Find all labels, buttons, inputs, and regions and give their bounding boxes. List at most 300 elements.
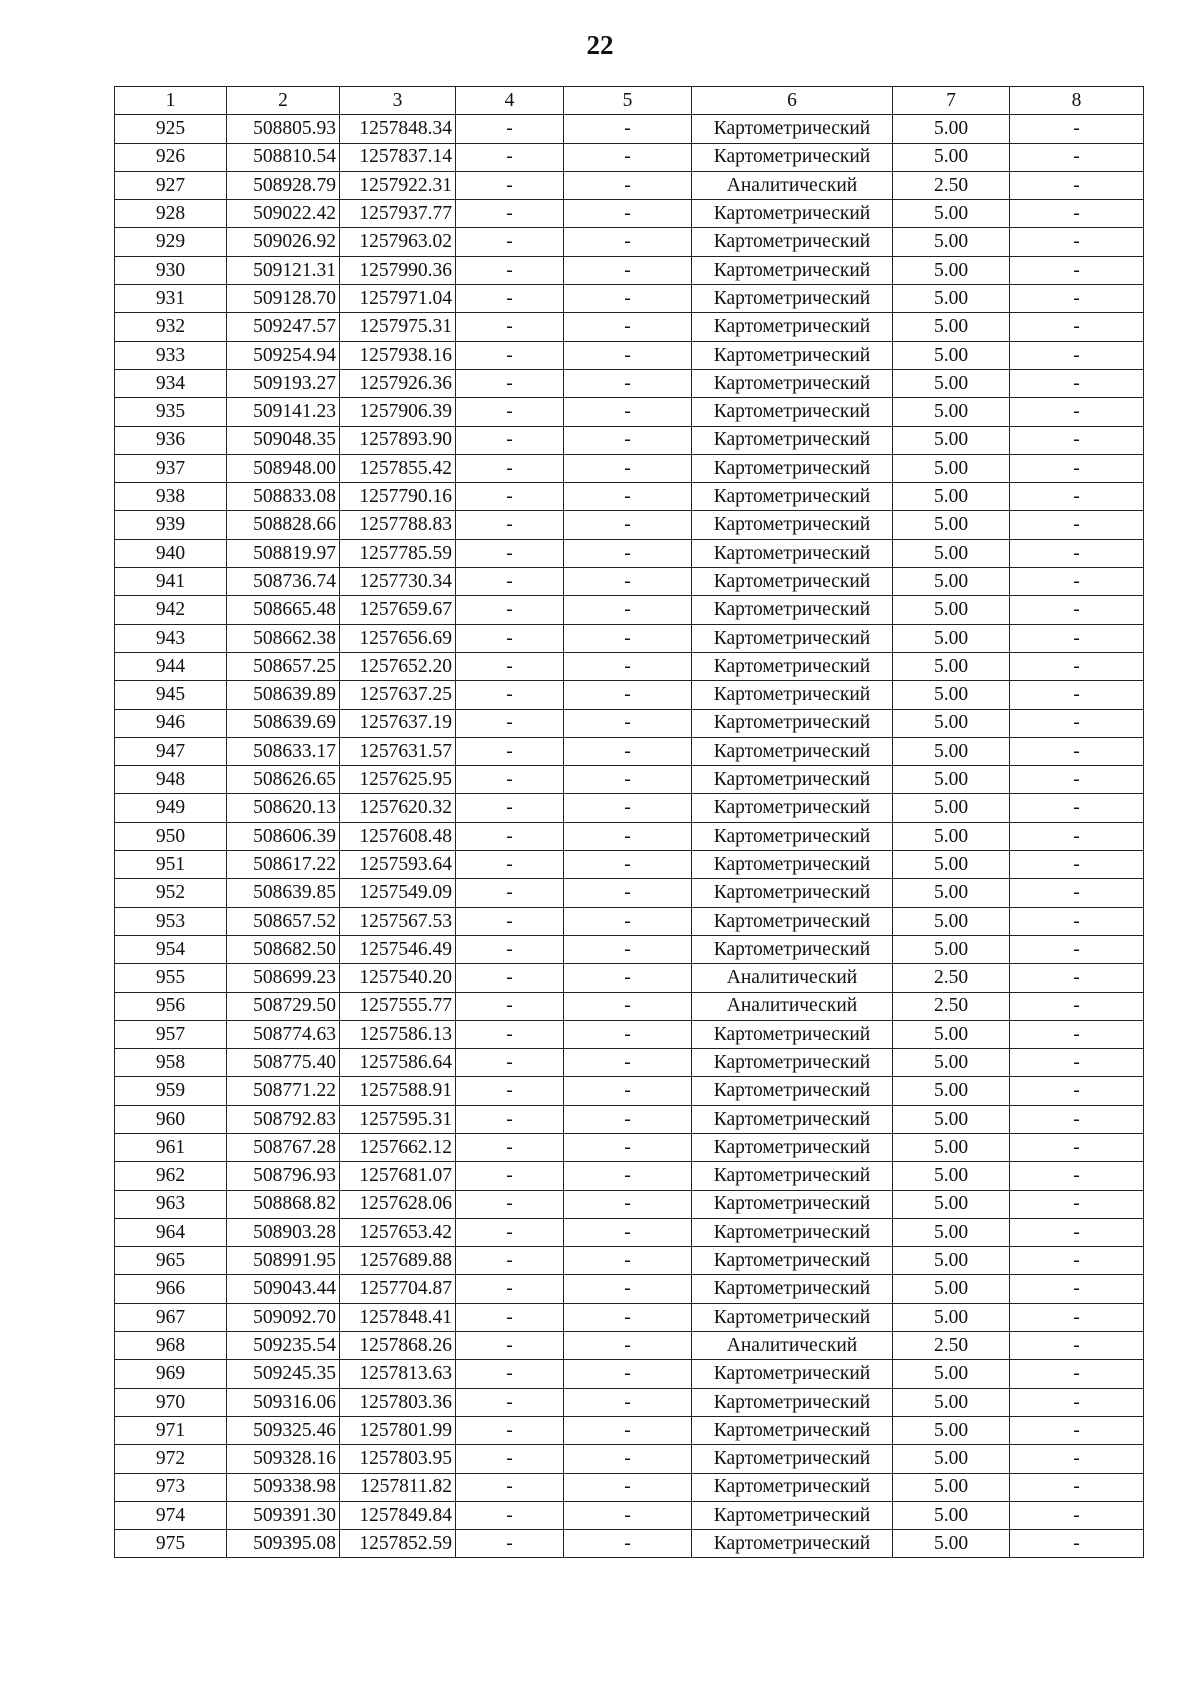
col5-cell: - bbox=[564, 1077, 692, 1105]
x-coordinate-cell: 508736.74 bbox=[227, 568, 340, 596]
y-coordinate-cell: 1257906.39 bbox=[340, 398, 456, 426]
accuracy-cell: 5.00 bbox=[893, 1530, 1010, 1558]
accuracy-cell: 5.00 bbox=[893, 1020, 1010, 1048]
table-row bbox=[115, 1416, 1144, 1444]
y-coordinate-cell: 1257971.04 bbox=[340, 285, 456, 313]
col8-cell: - bbox=[1010, 709, 1144, 737]
accuracy-cell: 5.00 bbox=[893, 1133, 1010, 1161]
point-number-cell: 968 bbox=[115, 1332, 227, 1360]
accuracy-cell: 5.00 bbox=[893, 1049, 1010, 1077]
col5-cell: - bbox=[564, 1218, 692, 1246]
y-coordinate-cell: 1257637.25 bbox=[340, 681, 456, 709]
method-cell: Картометрический bbox=[692, 1388, 893, 1416]
x-coordinate-cell: 508792.83 bbox=[227, 1105, 340, 1133]
table-row bbox=[115, 652, 1144, 680]
col4-cell: - bbox=[456, 115, 564, 143]
col4-cell: - bbox=[456, 681, 564, 709]
col5-cell: - bbox=[564, 822, 692, 850]
header-cell: 4 bbox=[456, 87, 564, 115]
method-cell: Картометрический bbox=[692, 709, 893, 737]
y-coordinate-cell: 1257588.91 bbox=[340, 1077, 456, 1105]
x-coordinate-cell: 509391.30 bbox=[227, 1501, 340, 1529]
table-row bbox=[115, 737, 1144, 765]
col5-cell: - bbox=[564, 1473, 692, 1501]
col4-cell: - bbox=[456, 568, 564, 596]
table-row bbox=[115, 228, 1144, 256]
table-row bbox=[115, 341, 1144, 369]
y-coordinate-cell: 1257593.64 bbox=[340, 851, 456, 879]
x-coordinate-cell: 508665.48 bbox=[227, 596, 340, 624]
x-coordinate-cell: 508626.65 bbox=[227, 766, 340, 794]
col5-cell: - bbox=[564, 879, 692, 907]
x-coordinate-cell: 508662.38 bbox=[227, 624, 340, 652]
x-coordinate-cell: 508928.79 bbox=[227, 171, 340, 199]
table-row bbox=[115, 200, 1144, 228]
col5-cell: - bbox=[564, 143, 692, 171]
col4-cell: - bbox=[456, 1133, 564, 1161]
method-cell: Картометрический bbox=[692, 935, 893, 963]
x-coordinate-cell: 508767.28 bbox=[227, 1133, 340, 1161]
header-cell: 1 bbox=[115, 87, 227, 115]
col8-cell: - bbox=[1010, 228, 1144, 256]
col8-cell: - bbox=[1010, 511, 1144, 539]
table-row bbox=[115, 1049, 1144, 1077]
col8-cell: - bbox=[1010, 1077, 1144, 1105]
col5-cell: - bbox=[564, 1105, 692, 1133]
y-coordinate-cell: 1257653.42 bbox=[340, 1218, 456, 1246]
col8-cell: - bbox=[1010, 143, 1144, 171]
table-row bbox=[115, 143, 1144, 171]
table-body bbox=[115, 115, 1144, 1558]
x-coordinate-cell: 508639.89 bbox=[227, 681, 340, 709]
accuracy-cell: 5.00 bbox=[893, 794, 1010, 822]
x-coordinate-cell: 509325.46 bbox=[227, 1416, 340, 1444]
y-coordinate-cell: 1257849.84 bbox=[340, 1501, 456, 1529]
point-number-cell: 946 bbox=[115, 709, 227, 737]
col8-cell: - bbox=[1010, 1501, 1144, 1529]
accuracy-cell: 5.00 bbox=[893, 1445, 1010, 1473]
point-number-cell: 943 bbox=[115, 624, 227, 652]
x-coordinate-cell: 509141.23 bbox=[227, 398, 340, 426]
method-cell: Картометрический bbox=[692, 1049, 893, 1077]
col5-cell: - bbox=[564, 1020, 692, 1048]
x-coordinate-cell: 509395.08 bbox=[227, 1530, 340, 1558]
point-number-cell: 953 bbox=[115, 907, 227, 935]
col5-cell: - bbox=[564, 171, 692, 199]
accuracy-cell: 5.00 bbox=[893, 200, 1010, 228]
x-coordinate-cell: 508633.17 bbox=[227, 737, 340, 765]
method-cell: Картометрический bbox=[692, 115, 893, 143]
col4-cell: - bbox=[456, 766, 564, 794]
col5-cell: - bbox=[564, 1133, 692, 1161]
accuracy-cell: 5.00 bbox=[893, 426, 1010, 454]
table-row bbox=[115, 1275, 1144, 1303]
x-coordinate-cell: 509128.70 bbox=[227, 285, 340, 313]
y-coordinate-cell: 1257652.20 bbox=[340, 652, 456, 680]
col4-cell: - bbox=[456, 879, 564, 907]
x-coordinate-cell: 509092.70 bbox=[227, 1303, 340, 1331]
col4-cell: - bbox=[456, 907, 564, 935]
y-coordinate-cell: 1257801.99 bbox=[340, 1416, 456, 1444]
point-number-cell: 945 bbox=[115, 681, 227, 709]
col4-cell: - bbox=[456, 596, 564, 624]
method-cell: Картометрический bbox=[692, 822, 893, 850]
col8-cell: - bbox=[1010, 1388, 1144, 1416]
y-coordinate-cell: 1257625.95 bbox=[340, 766, 456, 794]
col5-cell: - bbox=[564, 539, 692, 567]
point-number-cell: 967 bbox=[115, 1303, 227, 1331]
x-coordinate-cell: 509043.44 bbox=[227, 1275, 340, 1303]
table-header bbox=[115, 87, 1144, 115]
table-row bbox=[115, 935, 1144, 963]
point-number-cell: 969 bbox=[115, 1360, 227, 1388]
col8-cell: - bbox=[1010, 652, 1144, 680]
col4-cell: - bbox=[456, 454, 564, 482]
y-coordinate-cell: 1257662.12 bbox=[340, 1133, 456, 1161]
page-number: 22 bbox=[586, 30, 614, 60]
col5-cell: - bbox=[564, 1416, 692, 1444]
table-row bbox=[115, 1105, 1144, 1133]
col4-cell: - bbox=[456, 709, 564, 737]
y-coordinate-cell: 1257595.31 bbox=[340, 1105, 456, 1133]
x-coordinate-cell: 508948.00 bbox=[227, 454, 340, 482]
col5-cell: - bbox=[564, 228, 692, 256]
point-number-cell: 929 bbox=[115, 228, 227, 256]
method-cell: Картометрический bbox=[692, 596, 893, 624]
y-coordinate-cell: 1257637.19 bbox=[340, 709, 456, 737]
col8-cell: - bbox=[1010, 737, 1144, 765]
col4-cell: - bbox=[456, 1190, 564, 1218]
method-cell: Картометрический bbox=[692, 568, 893, 596]
col4-cell: - bbox=[456, 143, 564, 171]
method-cell: Аналитический bbox=[692, 992, 893, 1020]
x-coordinate-cell: 508729.50 bbox=[227, 992, 340, 1020]
col8-cell: - bbox=[1010, 1133, 1144, 1161]
table-row bbox=[115, 171, 1144, 199]
header-cell: 6 bbox=[692, 87, 893, 115]
col4-cell: - bbox=[456, 228, 564, 256]
y-coordinate-cell: 1257811.82 bbox=[340, 1473, 456, 1501]
x-coordinate-cell: 508819.97 bbox=[227, 539, 340, 567]
col5-cell: - bbox=[564, 1332, 692, 1360]
col5-cell: - bbox=[564, 907, 692, 935]
accuracy-cell: 5.00 bbox=[893, 681, 1010, 709]
point-number-cell: 970 bbox=[115, 1388, 227, 1416]
method-cell: Аналитический bbox=[692, 171, 893, 199]
col5-cell: - bbox=[564, 1530, 692, 1558]
col8-cell: - bbox=[1010, 596, 1144, 624]
y-coordinate-cell: 1257608.48 bbox=[340, 822, 456, 850]
col5-cell: - bbox=[564, 624, 692, 652]
table-row bbox=[115, 483, 1144, 511]
col8-cell: - bbox=[1010, 398, 1144, 426]
col8-cell: - bbox=[1010, 1473, 1144, 1501]
x-coordinate-cell: 508828.66 bbox=[227, 511, 340, 539]
col5-cell: - bbox=[564, 115, 692, 143]
y-coordinate-cell: 1257681.07 bbox=[340, 1162, 456, 1190]
col5-cell: - bbox=[564, 1049, 692, 1077]
x-coordinate-cell: 508903.28 bbox=[227, 1218, 340, 1246]
point-number-cell: 932 bbox=[115, 313, 227, 341]
accuracy-cell: 5.00 bbox=[893, 369, 1010, 397]
y-coordinate-cell: 1257555.77 bbox=[340, 992, 456, 1020]
table-row bbox=[115, 454, 1144, 482]
x-coordinate-cell: 508805.93 bbox=[227, 115, 340, 143]
x-coordinate-cell: 508796.93 bbox=[227, 1162, 340, 1190]
table-row bbox=[115, 1077, 1144, 1105]
table-row bbox=[115, 766, 1144, 794]
method-cell: Картометрический bbox=[692, 1501, 893, 1529]
x-coordinate-cell: 508620.13 bbox=[227, 794, 340, 822]
col4-cell: - bbox=[456, 964, 564, 992]
point-number-cell: 949 bbox=[115, 794, 227, 822]
table-row bbox=[115, 794, 1144, 822]
accuracy-cell: 5.00 bbox=[893, 143, 1010, 171]
point-number-cell: 975 bbox=[115, 1530, 227, 1558]
col8-cell: - bbox=[1010, 285, 1144, 313]
x-coordinate-cell: 509048.35 bbox=[227, 426, 340, 454]
col4-cell: - bbox=[456, 369, 564, 397]
col4-cell: - bbox=[456, 341, 564, 369]
point-number-cell: 933 bbox=[115, 341, 227, 369]
method-cell: Картометрический bbox=[692, 1303, 893, 1331]
method-cell: Картометрический bbox=[692, 228, 893, 256]
y-coordinate-cell: 1257975.31 bbox=[340, 313, 456, 341]
method-cell: Картометрический bbox=[692, 681, 893, 709]
y-coordinate-cell: 1257628.06 bbox=[340, 1190, 456, 1218]
x-coordinate-cell: 509022.42 bbox=[227, 200, 340, 228]
point-number-cell: 925 bbox=[115, 115, 227, 143]
coordinates-table bbox=[114, 86, 1144, 1558]
col8-cell: - bbox=[1010, 1162, 1144, 1190]
col5-cell: - bbox=[564, 483, 692, 511]
table-row bbox=[115, 1303, 1144, 1331]
method-cell: Картометрический bbox=[692, 143, 893, 171]
method-cell: Картометрический bbox=[692, 851, 893, 879]
col4-cell: - bbox=[456, 1105, 564, 1133]
col8-cell: - bbox=[1010, 568, 1144, 596]
accuracy-cell: 5.00 bbox=[893, 935, 1010, 963]
col4-cell: - bbox=[456, 1049, 564, 1077]
point-number-cell: 951 bbox=[115, 851, 227, 879]
point-number-cell: 941 bbox=[115, 568, 227, 596]
col5-cell: - bbox=[564, 369, 692, 397]
col4-cell: - bbox=[456, 1275, 564, 1303]
x-coordinate-cell: 508991.95 bbox=[227, 1247, 340, 1275]
header-cell: 3 bbox=[340, 87, 456, 115]
table-row bbox=[115, 681, 1144, 709]
point-number-cell: 966 bbox=[115, 1275, 227, 1303]
y-coordinate-cell: 1257659.67 bbox=[340, 596, 456, 624]
col5-cell: - bbox=[564, 935, 692, 963]
col8-cell: - bbox=[1010, 1332, 1144, 1360]
accuracy-cell: 5.00 bbox=[893, 539, 1010, 567]
col5-cell: - bbox=[564, 737, 692, 765]
method-cell: Картометрический bbox=[692, 1020, 893, 1048]
method-cell: Картометрический bbox=[692, 766, 893, 794]
y-coordinate-cell: 1257848.34 bbox=[340, 115, 456, 143]
method-cell: Картометрический bbox=[692, 1218, 893, 1246]
point-number-cell: 973 bbox=[115, 1473, 227, 1501]
col4-cell: - bbox=[456, 1020, 564, 1048]
table-row bbox=[115, 256, 1144, 284]
col8-cell: - bbox=[1010, 539, 1144, 567]
x-coordinate-cell: 509121.31 bbox=[227, 256, 340, 284]
col4-cell: - bbox=[456, 737, 564, 765]
accuracy-cell: 5.00 bbox=[893, 1218, 1010, 1246]
col8-cell: - bbox=[1010, 1275, 1144, 1303]
accuracy-cell: 5.00 bbox=[893, 1388, 1010, 1416]
point-number-cell: 974 bbox=[115, 1501, 227, 1529]
col4-cell: - bbox=[456, 1473, 564, 1501]
header-cell: 2 bbox=[227, 87, 340, 115]
y-coordinate-cell: 1257837.14 bbox=[340, 143, 456, 171]
col5-cell: - bbox=[564, 454, 692, 482]
point-number-cell: 939 bbox=[115, 511, 227, 539]
col8-cell: - bbox=[1010, 851, 1144, 879]
col8-cell: - bbox=[1010, 1218, 1144, 1246]
point-number-cell: 954 bbox=[115, 935, 227, 963]
method-cell: Картометрический bbox=[692, 1275, 893, 1303]
point-number-cell: 927 bbox=[115, 171, 227, 199]
col5-cell: - bbox=[564, 709, 692, 737]
col5-cell: - bbox=[564, 681, 692, 709]
col5-cell: - bbox=[564, 1360, 692, 1388]
col4-cell: - bbox=[456, 426, 564, 454]
col8-cell: - bbox=[1010, 1445, 1144, 1473]
point-number-cell: 940 bbox=[115, 539, 227, 567]
y-coordinate-cell: 1257848.41 bbox=[340, 1303, 456, 1331]
header-cell: 7 bbox=[893, 87, 1010, 115]
header-cell: 8 bbox=[1010, 87, 1144, 115]
y-coordinate-cell: 1257922.31 bbox=[340, 171, 456, 199]
point-number-cell: 961 bbox=[115, 1133, 227, 1161]
col5-cell: - bbox=[564, 426, 692, 454]
x-coordinate-cell: 508639.69 bbox=[227, 709, 340, 737]
accuracy-cell: 2.50 bbox=[893, 1332, 1010, 1360]
y-coordinate-cell: 1257990.36 bbox=[340, 256, 456, 284]
accuracy-cell: 5.00 bbox=[893, 285, 1010, 313]
method-cell: Картометрический bbox=[692, 879, 893, 907]
accuracy-cell: 5.00 bbox=[893, 115, 1010, 143]
table-row bbox=[115, 709, 1144, 737]
table-row bbox=[115, 1501, 1144, 1529]
accuracy-cell: 5.00 bbox=[893, 1360, 1010, 1388]
col8-cell: - bbox=[1010, 483, 1144, 511]
col8-cell: - bbox=[1010, 426, 1144, 454]
point-number-cell: 930 bbox=[115, 256, 227, 284]
col4-cell: - bbox=[456, 935, 564, 963]
y-coordinate-cell: 1257803.36 bbox=[340, 1388, 456, 1416]
point-number-cell: 944 bbox=[115, 652, 227, 680]
x-coordinate-cell: 509245.35 bbox=[227, 1360, 340, 1388]
col5-cell: - bbox=[564, 596, 692, 624]
y-coordinate-cell: 1257926.36 bbox=[340, 369, 456, 397]
table-row bbox=[115, 1133, 1144, 1161]
point-number-cell: 937 bbox=[115, 454, 227, 482]
col4-cell: - bbox=[456, 313, 564, 341]
method-cell: Картометрический bbox=[692, 398, 893, 426]
table-row bbox=[115, 1332, 1144, 1360]
col5-cell: - bbox=[564, 511, 692, 539]
col8-cell: - bbox=[1010, 1530, 1144, 1558]
point-number-cell: 948 bbox=[115, 766, 227, 794]
method-cell: Картометрический bbox=[692, 737, 893, 765]
x-coordinate-cell: 509235.54 bbox=[227, 1332, 340, 1360]
table-row bbox=[115, 539, 1144, 567]
method-cell: Аналитический bbox=[692, 964, 893, 992]
table-row bbox=[115, 1360, 1144, 1388]
point-number-cell: 972 bbox=[115, 1445, 227, 1473]
accuracy-cell: 5.00 bbox=[893, 1247, 1010, 1275]
col8-cell: - bbox=[1010, 624, 1144, 652]
table-row bbox=[115, 1247, 1144, 1275]
point-number-cell: 962 bbox=[115, 1162, 227, 1190]
y-coordinate-cell: 1257803.95 bbox=[340, 1445, 456, 1473]
point-number-cell: 938 bbox=[115, 483, 227, 511]
col4-cell: - bbox=[456, 1332, 564, 1360]
col4-cell: - bbox=[456, 1162, 564, 1190]
point-number-cell: 928 bbox=[115, 200, 227, 228]
table-row bbox=[115, 907, 1144, 935]
table-row bbox=[115, 285, 1144, 313]
x-coordinate-cell: 509026.92 bbox=[227, 228, 340, 256]
col8-cell: - bbox=[1010, 454, 1144, 482]
col4-cell: - bbox=[456, 851, 564, 879]
col5-cell: - bbox=[564, 652, 692, 680]
col5-cell: - bbox=[564, 398, 692, 426]
col5-cell: - bbox=[564, 1303, 692, 1331]
accuracy-cell: 5.00 bbox=[893, 851, 1010, 879]
y-coordinate-cell: 1257546.49 bbox=[340, 935, 456, 963]
col8-cell: - bbox=[1010, 313, 1144, 341]
col5-cell: - bbox=[564, 341, 692, 369]
point-number-cell: 942 bbox=[115, 596, 227, 624]
accuracy-cell: 5.00 bbox=[893, 228, 1010, 256]
accuracy-cell: 5.00 bbox=[893, 1501, 1010, 1529]
col4-cell: - bbox=[456, 256, 564, 284]
table-row bbox=[115, 1388, 1144, 1416]
accuracy-cell: 5.00 bbox=[893, 1105, 1010, 1133]
point-number-cell: 950 bbox=[115, 822, 227, 850]
col4-cell: - bbox=[456, 822, 564, 850]
table-row bbox=[115, 313, 1144, 341]
col8-cell: - bbox=[1010, 681, 1144, 709]
method-cell: Картометрический bbox=[692, 794, 893, 822]
header-row bbox=[115, 87, 1144, 115]
col5-cell: - bbox=[564, 1445, 692, 1473]
point-number-cell: 957 bbox=[115, 1020, 227, 1048]
accuracy-cell: 5.00 bbox=[893, 341, 1010, 369]
x-coordinate-cell: 509247.57 bbox=[227, 313, 340, 341]
y-coordinate-cell: 1257893.90 bbox=[340, 426, 456, 454]
method-cell: Картометрический bbox=[692, 1190, 893, 1218]
y-coordinate-cell: 1257963.02 bbox=[340, 228, 456, 256]
point-number-cell: 964 bbox=[115, 1218, 227, 1246]
y-coordinate-cell: 1257855.42 bbox=[340, 454, 456, 482]
method-cell: Картометрический bbox=[692, 369, 893, 397]
x-coordinate-cell: 509193.27 bbox=[227, 369, 340, 397]
point-number-cell: 959 bbox=[115, 1077, 227, 1105]
col4-cell: - bbox=[456, 1303, 564, 1331]
x-coordinate-cell: 508771.22 bbox=[227, 1077, 340, 1105]
method-cell: Картометрический bbox=[692, 426, 893, 454]
method-cell: Картометрический bbox=[692, 483, 893, 511]
accuracy-cell: 5.00 bbox=[893, 624, 1010, 652]
y-coordinate-cell: 1257689.88 bbox=[340, 1247, 456, 1275]
y-coordinate-cell: 1257785.59 bbox=[340, 539, 456, 567]
accuracy-cell: 5.00 bbox=[893, 1190, 1010, 1218]
